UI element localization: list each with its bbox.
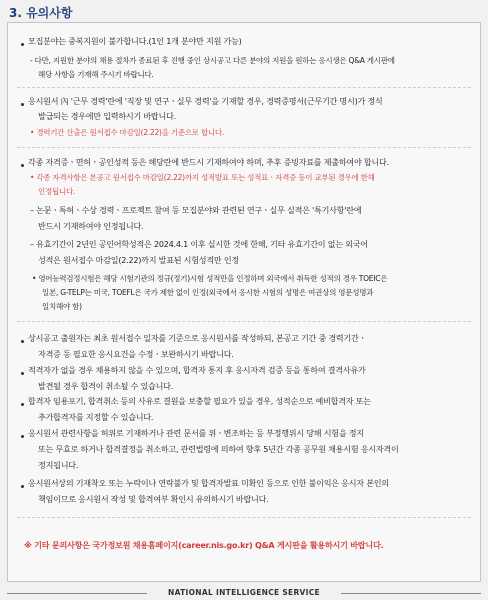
s2-item-1-line-1: 응시원서 內 '근무 경력'란에 '직장 및 연구ㆍ실무 경력'을 기재할 경우, 경력증명서(근무기간 명시)가 정식	[28, 96, 383, 106]
notice-box	[7, 22, 481, 582]
section-divider	[17, 147, 471, 148]
s4-item-4-line-1: 응시원서 관련사항을 허위로 기재하거나 관련 문서를 위ㆍ변조하는 등 부정행위시 당해 시험을 정지	[28, 428, 364, 438]
page-footer	[0, 588, 488, 600]
s3-item-4-line-2: 성적은 원서접수 마감일(2.22)까지 발표된 시험성적만 인정	[38, 255, 239, 265]
s2-item-2-line-1: • 경력기간 산출은 원서접수 마감일(2.22)을 기준으로 합니다.	[30, 128, 225, 137]
s3-item-2-line-1: • 각종 자격사항은 본공고 원서접수 마감일(2.22)까지 성적발표 또는 성적표ㆍ자격증 등이 교부된 경우에 한해	[30, 173, 375, 182]
s4-item-4-line-2: 또는 무효로 하거나 합격결정을 취소하고, 관련법령에 의하여 향후 5년간 각종 공무원 채용시험 응시자격이	[38, 444, 399, 454]
s4-item-3-line-1: 합격자 임용포기, 합격취소 등의 사유로 결원을 보충할 필요가 있을 경우, 성적순으로 예비합격자 또는	[28, 396, 371, 406]
s4-item-5-line-2: 책임이므로 응시원서 작성 및 합격여부 확인시 유의하시기 바랍니다.	[38, 494, 269, 504]
section-title: 3. 유의사항	[9, 6, 73, 20]
bullet-icon	[21, 340, 24, 343]
s3-item-4-line-1: – 유효기간이 2년인 공인어학성적은 2024.4.1 이후 실시한 것에 한해, 기타 유효기간이 없는 외국어	[30, 239, 368, 249]
bullet-icon	[21, 43, 24, 46]
section-divider	[17, 321, 471, 322]
s3-item-5-line-2: 일본, G-TELP는 미국, TOEFL은 국가 제한 없이 인정(외국에서 응시한 시험의 성명은 여권상의 영문성명과	[42, 288, 374, 297]
bullet-icon	[21, 372, 24, 375]
s4-item-1-line-2: 자격증 등 필요한 응시요건을 수정ㆍ보완하시기 바랍니다.	[38, 349, 234, 359]
s4-item-5-line-1: 응시원서상의 기재착오 또는 누락이나 연락불가 및 합격자발표 미확인 등으로 인한 불이익은 응시자 본인의	[28, 478, 389, 488]
s4-item-2-line-1: 적격자가 없을 경우 채용하지 않을 수 있으며, 합격자 통지 후 응시자격 검증 등을 통하여 결격사유가	[28, 365, 366, 375]
s3-item-5-line-3: 일치해야 함)	[42, 302, 82, 311]
s3-item-1-line-1: 각종 자격증ㆍ면허ㆍ공인성적 등은 해당란에 반드시 기재하여야 하며, 추후 증빙자료를 제출하여야 합니다.	[28, 157, 389, 167]
s4-item-4-line-3: 정지됩니다.	[38, 460, 79, 470]
s4-item-1-line-1: 상시공고 출원자는 최초 원서접수 일자를 기준으로 응시원서를 작성하되, 본공고 기간 중 경력기간ㆍ	[28, 333, 367, 343]
s3-item-5-line-1: • 영어능력검정시험은 해당 시험기관의 정규(정기)시험 성적만을 인정하며 외국에서 취득한 성적의 경우 TOEIC은	[32, 274, 388, 283]
section-divider	[17, 87, 471, 88]
s3-item-3-line-1: – 논문ㆍ특허ㆍ수상 경력ㆍ프로젝트 참여 등 모집분야와 관련된 연구ㆍ실무 실적은 '특기사항'란에	[30, 205, 362, 215]
s2-item-1-line-2: 발급되는 경우에만 입력하시기 바랍니다.	[38, 111, 176, 121]
bullet-icon	[21, 435, 24, 438]
section-divider	[17, 517, 471, 518]
s4-item-2-line-2: 발견될 경우 합격이 취소될 수 있습니다.	[38, 381, 174, 391]
s1-item-2-line-1: - 다만, 지원한 분야의 채용 절차가 종료된 후 진행 중인 상시공고 다른 분야의 지원을 원하는 응시생은 Q&A 게시판에	[30, 56, 395, 65]
bullet-icon	[21, 164, 24, 167]
bullet-icon	[21, 103, 24, 106]
s3-item-3-line-2: 반드시 기재하여야 인정됩니다.	[38, 221, 144, 231]
s3-item-2-line-2: 인정됩니다.	[38, 187, 76, 196]
bullet-icon	[21, 403, 24, 406]
s4-item-3-line-2: 추가합격자를 지정할 수 있습니다.	[38, 412, 154, 422]
footer-label: NATIONAL INTELLIGENCE SERVICE	[0, 588, 488, 597]
s1-item-1-line-1: 모집분야는 중복지원이 불가합니다.(1인 1개 분야만 지원 가능)	[28, 36, 242, 46]
inquiry-notice: ※ 기타 문의사항은 국가정보원 채용홈페이지(career.nis.go.kr) Q&A 게시판을 활용하시기 바랍니다.	[24, 540, 384, 550]
bullet-icon	[21, 485, 24, 488]
s1-item-2-line-2: 해당 사항을 기재해 주시기 바랍니다.	[38, 70, 154, 79]
